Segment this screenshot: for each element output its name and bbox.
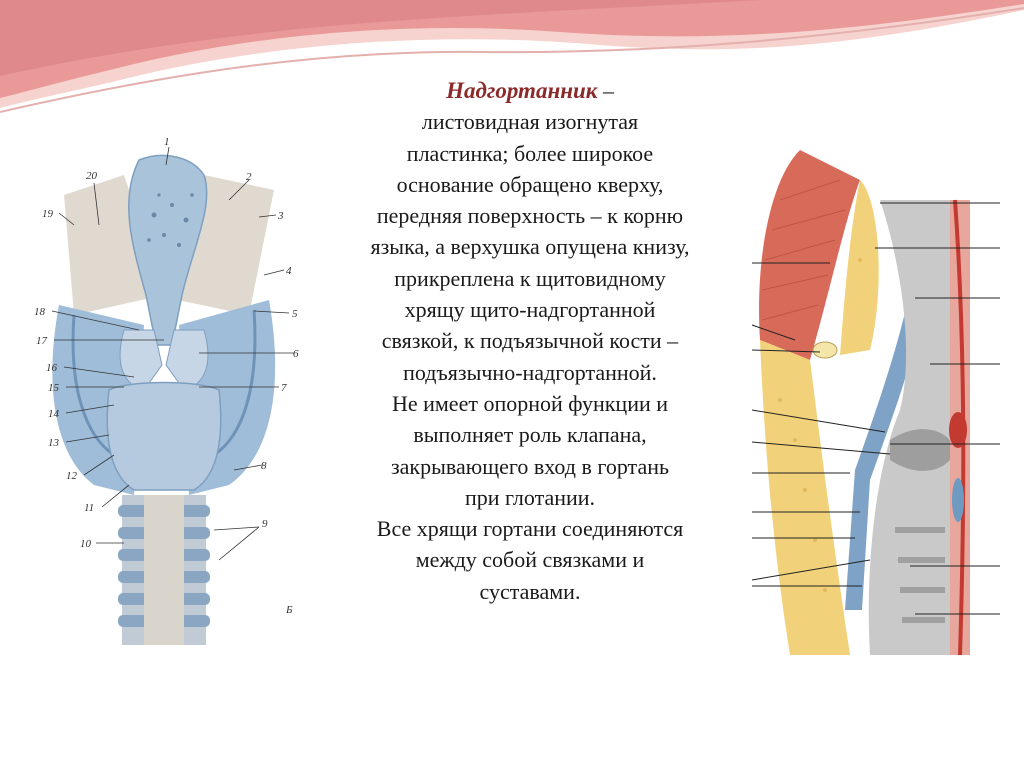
- sagittal-section-illustration: [750, 140, 1010, 655]
- text-line: между собой связками и: [415, 547, 645, 573]
- figure-label: 13: [48, 437, 59, 449]
- text-line: Не имеет опорной функции и: [391, 390, 669, 416]
- text-line: пластинка; более широкое: [406, 140, 654, 166]
- heading-line: [300, 75, 760, 106]
- larynx-illustration: [14, 135, 304, 650]
- text-line: основание обращено кверху,: [396, 171, 664, 197]
- panel-letter: Б: [286, 604, 293, 616]
- text-line: хрящу щито-надгортанной: [404, 297, 656, 323]
- figure-label: 11: [84, 502, 95, 514]
- text-line: прикреплена к щитовидному: [394, 265, 666, 291]
- figure-label: 5: [292, 308, 298, 320]
- figure-label: 3: [278, 210, 284, 222]
- term-dash: –: [597, 78, 614, 103]
- figure-label: 4: [286, 265, 292, 277]
- figure-label: 20: [86, 170, 97, 182]
- figure-label: 6: [293, 348, 299, 360]
- figure-label: 15: [48, 382, 59, 394]
- term-heading: Надгортанник: [446, 78, 598, 103]
- text-line: суставами.: [479, 578, 581, 604]
- figure-label: 1: [164, 136, 170, 148]
- figure-label: 12: [66, 470, 77, 482]
- figure-label: 16: [46, 362, 57, 374]
- text-line: листовидная изогнутая: [421, 109, 639, 135]
- figure-label: 17: [36, 335, 47, 347]
- text-line: закрывающего вход в гортань: [390, 453, 670, 479]
- text-line: Все хрящи гортани соединяются: [376, 516, 684, 542]
- figure-label: 14: [48, 408, 59, 420]
- figure-label: 19: [42, 208, 53, 220]
- figure-label: 10: [80, 538, 91, 550]
- text-line: связкой, к подъязычной кости –: [381, 328, 679, 354]
- figure-label: 8: [261, 460, 267, 472]
- text-line: подъязычно-надгортанной.: [403, 359, 657, 385]
- figure-label: 7: [281, 382, 287, 394]
- description-text: [300, 75, 760, 607]
- figure-label: 2: [246, 171, 252, 183]
- text-line: выполняет роль клапана,: [413, 422, 647, 448]
- figure-label: 9: [262, 518, 268, 530]
- text-line: передняя поверхность – к корню: [376, 203, 684, 229]
- figure-label: 18: [34, 306, 45, 318]
- text-line: языка, а верхушка опущена книзу,: [370, 234, 690, 260]
- text-line: при глотании.: [464, 484, 596, 510]
